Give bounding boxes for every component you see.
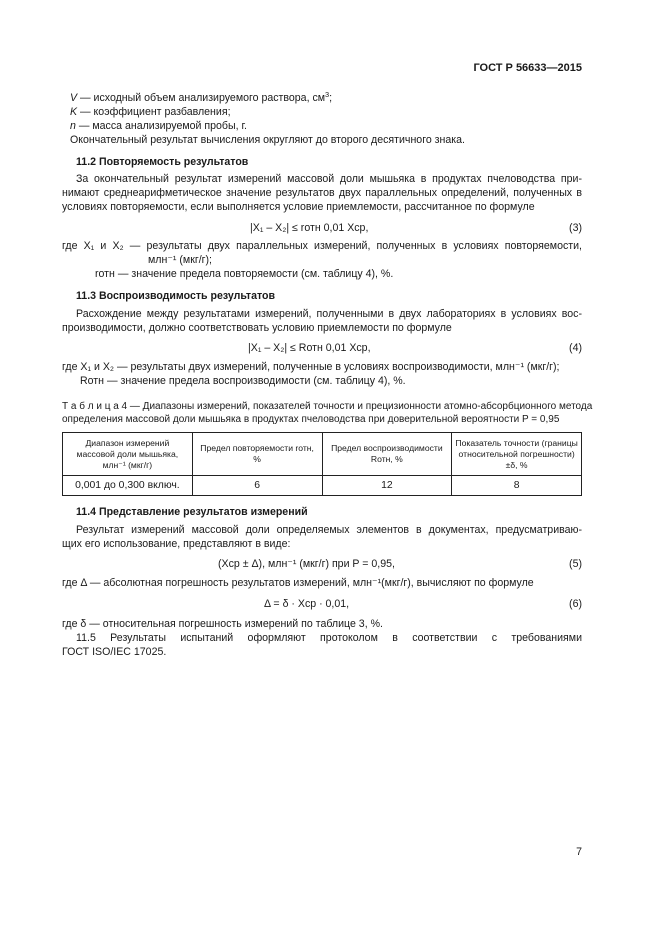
s11-2-para-line3: условиях повторяемости, если выполняется условие приемлемости, рассчитанное по формуле xyxy=(62,201,535,213)
s11-4-where-delta2: где δ — относительная погрешность измерений по таблице 3, %. xyxy=(62,618,383,630)
s11-2-where-line3: rотн — значение предела повторяемости (см. таблицу 4), %. xyxy=(95,268,394,280)
definition-v: V — исходный объем анализируемого раствора, $см^3$; xyxy=(70,90,333,104)
s11-4-where-delta: где Δ — абсолютная погрешность результатов измерений, млн⁻¹(мкг/г), вычисляют по формуле xyxy=(62,577,534,589)
header-repeatability: Предел повторяемости rотн, % xyxy=(192,433,322,476)
formula-6: Δ = δ · Xср · 0,01, xyxy=(264,598,350,610)
equation-number-3: (3) xyxy=(569,222,582,234)
cell-reproducibility: 12 xyxy=(322,476,452,496)
formula-4: |X₁ – X₂| ≤ Rотн 0,01 Xср, xyxy=(248,342,371,354)
definition-n: n — масса анализируемой пробы, г. xyxy=(70,120,247,132)
s11-2-para-line2: нимают среднеарифметическое значение результатов двух параллельных определений, полученных в xyxy=(62,187,582,199)
header-range: Диапазон измерений массовой доли мышьяка, млн⁻¹ (мкг/г) xyxy=(63,433,193,476)
section-11-3-title: 11.3 Воспроизводимость результатов xyxy=(76,290,276,302)
definition-k: K — коэффициент разбавления; xyxy=(70,106,231,118)
table-4-caption-line2: определения массовой доли мышьяка в продуктах пчеловодства при доверительной вероятности P = 0,95 xyxy=(62,414,560,425)
page-number: 7 xyxy=(576,846,582,858)
table-header-row xyxy=(63,433,582,476)
section-11-2-title: 11.2 Повторяемость результатов xyxy=(76,156,249,168)
equation-number-5: (5) xyxy=(569,558,582,570)
s11-3-para-line2: производимости, должно соответствовать условию приемлемости по формуле xyxy=(62,322,452,334)
cell-range: 0,001 до 0,300 включ. xyxy=(63,476,193,496)
s11-5-line1: 11.5 Результаты испытаний оформляют протоколом в соответствии с требованиями xyxy=(76,632,582,644)
section-11-4-title: 11.4 Представление результатов измерений xyxy=(76,506,308,518)
equation-number-4: (4) xyxy=(569,342,582,354)
formula-5: (Xср ± Δ), млн⁻¹ (мкг/г) при P = 0,95, xyxy=(218,558,395,570)
s11-4-para-line1: Результат измерений массовой доли определяемых элементов в документах, предусматриваю- xyxy=(76,524,582,536)
table-4-caption-line1: Т а б л и ц а 4 — Диапазоны измерений, показателей точности и прецизионности атомно-абсорбционного метода xyxy=(62,401,593,412)
s11-4-para-line2: щих его использование, представляют в виде: xyxy=(62,538,291,550)
final-rounding-note: Окончательный результат вычисления округляют до второго десятичного знака. xyxy=(70,134,465,146)
document-code: ГОСТ Р 56633—2015 xyxy=(473,62,582,74)
header-reproducibility: Предел воспроизводимости Rотн, % xyxy=(322,433,452,476)
header-accuracy: Показатель точности (границы относительной погрешности) ±δ, % xyxy=(452,433,582,476)
s11-3-where-line2: Rотн — значение предела воспроизводимости (см. таблицу 4), %. xyxy=(80,375,406,387)
s11-3-where-line1: где X₁ и X₂ — результаты двух измерений, полученные в условиях воспроизводимости, млн⁻¹ (мкг/г); xyxy=(62,361,560,373)
s11-2-where-line1: где X₁ и X₂ — результаты двух параллельных измерений, полученных в условиях повторяемости, xyxy=(62,240,582,252)
s11-2-para-line1: За окончательный результат измерений массовой доли мышьяка в продуктах пчеловодства при- xyxy=(76,173,582,185)
cell-repeatability: 6 xyxy=(192,476,322,496)
equation-number-6: (6) xyxy=(569,598,582,610)
table-row xyxy=(63,476,582,496)
s11-3-para-line1: Расхождение между результатами измерений, полученными в двух лабораториях в условиях вос- xyxy=(76,308,582,320)
s11-5-line2: ГОСТ ISO/IEC 17025. xyxy=(62,646,167,658)
formula-3: |X₁ – X₂| ≤ rотн 0,01 Xср, xyxy=(250,222,369,234)
s11-2-where-line2: млн⁻¹ (мкг/г); xyxy=(148,254,212,266)
cell-accuracy: 8 xyxy=(452,476,582,496)
table-4 xyxy=(62,432,582,496)
